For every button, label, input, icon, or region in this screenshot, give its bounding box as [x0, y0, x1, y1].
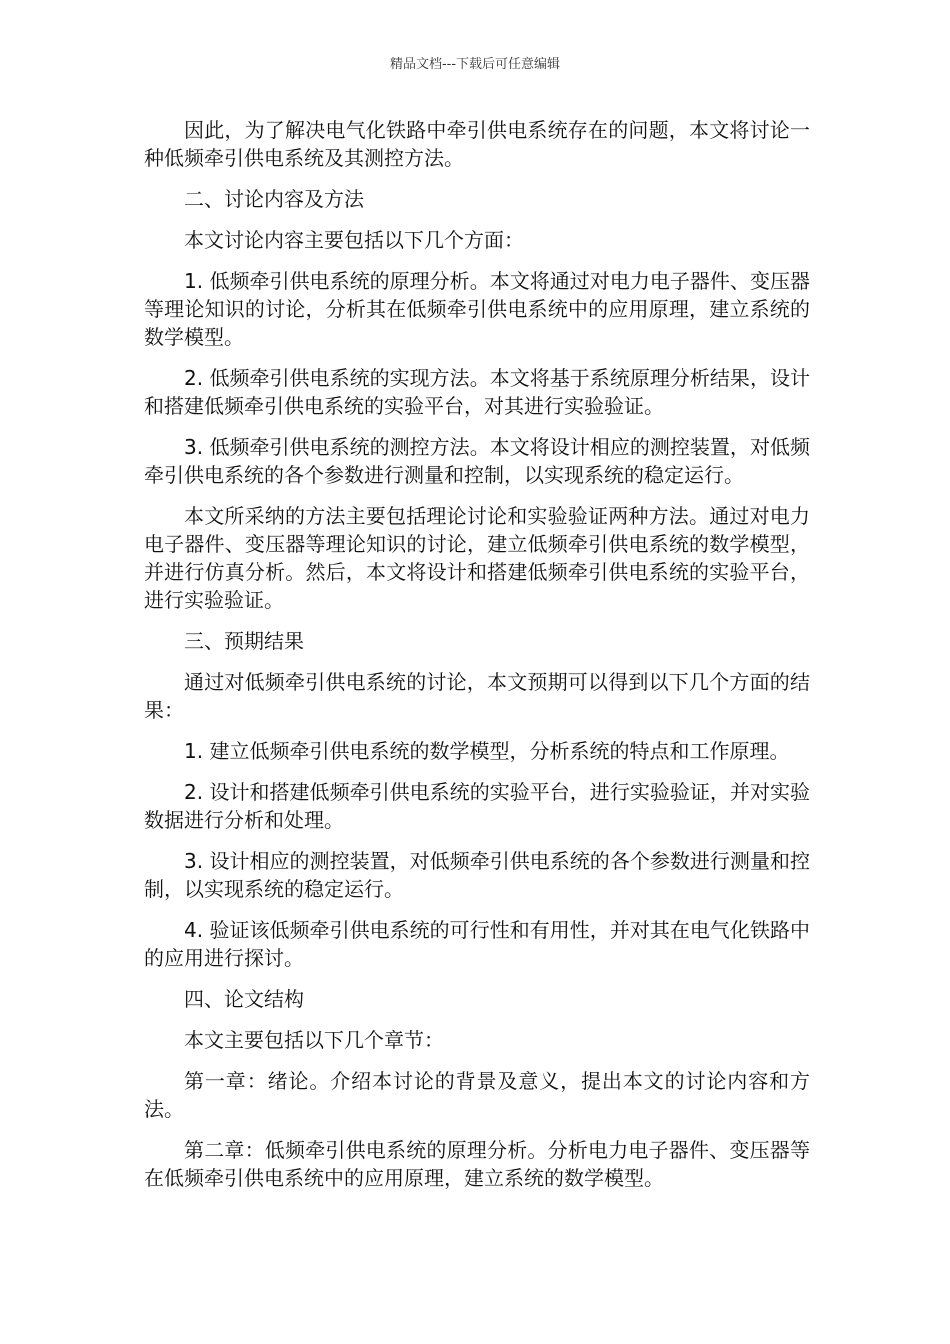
section-heading-discussion: 二、讨论内容及方法 — [184, 187, 364, 211]
results-item-3: 3. 设计相应的测控装置，对低频牵引供电系统的各个参数进行测量和控制，以实现系统的稳定运行。 — [144, 849, 810, 901]
discussion-intro-paragraph: 本文讨论内容主要包括以下几个方面： — [184, 228, 524, 252]
discussion-item-1: 1. 低频牵引供电系统的原理分析。本文将通过对电力电子器件、变压器等理论知识的讨论，分析其在低频牵引供电系统中的应用原理，建立系统的数学模型。 — [144, 269, 810, 349]
results-item-2: 2. 设计和搭建低频牵引供电系统的实验平台，进行实验验证，并对实验数据进行分析和处理。 — [144, 780, 810, 832]
section-heading-expected-results: 三、预期结果 — [184, 629, 304, 653]
results-item-1: 1. 建立低频牵引供电系统的数学模型，分析系统的特点和工作原理。 — [184, 739, 790, 763]
results-item-4: 4. 验证该低频牵引供电系统的可行性和有用性，并对其在电气化铁路中的应用进行探讨。 — [144, 918, 810, 970]
chapter-1-paragraph: 第一章：绪论。介绍本讨论的背景及意义，提出本文的讨论内容和方法。 — [144, 1069, 810, 1121]
section-heading-structure: 四、论文结构 — [184, 987, 304, 1011]
document-body — [144, 116, 810, 1205]
chapter-2-paragraph: 第二章：低频牵引供电系统的原理分析。分析电力电子器件、变压器等在低频牵引供电系统中的应用原理，建立系统的数学模型。 — [144, 1138, 810, 1190]
page-header: 精品文档---下载后可任意编辑 — [389, 57, 561, 72]
discussion-item-3: 3. 低频牵引供电系统的测控方法。本文将设计相应的测控装置，对低频牵引供电系统的各个参数进行测量和控制，以实现系统的稳定运行。 — [144, 435, 810, 487]
structure-intro-paragraph: 本文主要包括以下几个章节： — [184, 1028, 444, 1052]
discussion-item-2: 2. 低频牵引供电系统的实现方法。本文将基于系统原理分析结果，设计和搭建低频牵引供电系统的实验平台，对其进行实验验证。 — [144, 366, 810, 418]
intro-paragraph: 因此，为了解决电气化铁路中牵引供电系统存在的问题，本文将讨论一种低频牵引供电系统及其测控方法。 — [144, 118, 810, 170]
method-paragraph: 本文所采纳的方法主要包括理论讨论和实验验证两种方法。通过对电力电子器件、变压器等理论知识的讨论，建立低频牵引供电系统的数学模型，并进行仿真分析。然后，本文将设计和搭建低频牵引供电系统的实验平台，进行实验验证。 — [144, 504, 810, 612]
results-intro-paragraph: 通过对低频牵引供电系统的讨论，本文预期可以得到以下几个方面的结果： — [144, 670, 810, 722]
